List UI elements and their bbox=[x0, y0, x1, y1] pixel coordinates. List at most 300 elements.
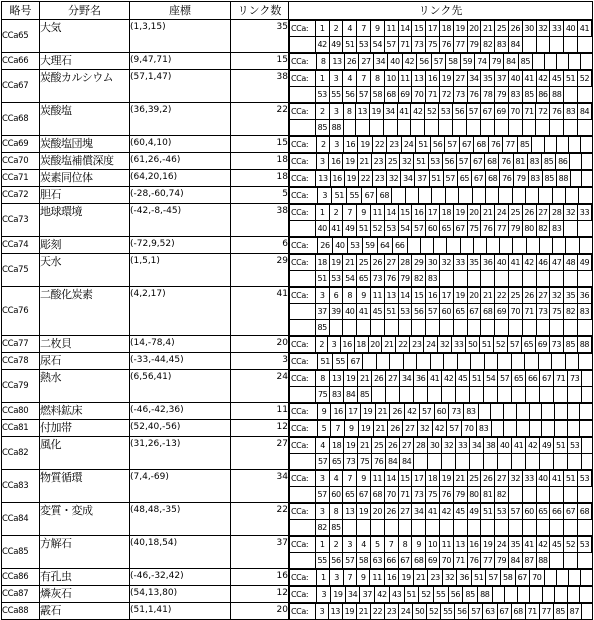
link-empty-cell bbox=[566, 238, 579, 254]
link-number: 71 bbox=[453, 553, 467, 569]
link-number: 24 bbox=[401, 137, 416, 153]
link-number: 13 bbox=[453, 537, 467, 553]
row-abbr: CCa65 bbox=[2, 20, 40, 53]
link-empty-cell bbox=[580, 570, 592, 586]
row-link-count: 22 bbox=[231, 503, 289, 536]
link-number: 57 bbox=[466, 104, 480, 120]
link-number: 34 bbox=[400, 371, 414, 387]
row-link-targets bbox=[289, 254, 593, 287]
link-number: 85 bbox=[329, 520, 343, 536]
link-number: 51 bbox=[429, 171, 443, 187]
link-number: 16 bbox=[330, 171, 344, 187]
link-line bbox=[290, 87, 592, 103]
link-empty-cell bbox=[522, 271, 536, 287]
link-empty-cell bbox=[420, 238, 433, 254]
link-number: 7 bbox=[384, 537, 398, 553]
link-prefix: CCa: bbox=[290, 337, 316, 353]
link-empty-cell bbox=[363, 354, 377, 370]
row-field-name: 熱水 bbox=[40, 370, 130, 403]
link-number: 26 bbox=[522, 205, 536, 221]
link-number: 11 bbox=[384, 21, 398, 37]
link-number: 76 bbox=[467, 553, 481, 569]
link-number: 8 bbox=[370, 71, 384, 87]
link-number: 7 bbox=[343, 205, 357, 221]
link-empty-cell bbox=[536, 37, 550, 53]
row-link-count: 11 bbox=[231, 403, 289, 420]
link-number: 73 bbox=[370, 271, 384, 287]
link-number: 75 bbox=[550, 304, 564, 320]
link-number: 32 bbox=[442, 438, 456, 454]
link-number: 14 bbox=[384, 205, 398, 221]
link-number: 85 bbox=[358, 387, 372, 403]
link-number: 34 bbox=[412, 504, 426, 520]
link-number: 41 bbox=[522, 71, 536, 87]
link-empty-cell bbox=[564, 520, 578, 536]
link-line bbox=[290, 21, 592, 37]
link-number: 65 bbox=[357, 271, 371, 287]
link-number: 57 bbox=[447, 421, 462, 437]
link-empty-cell bbox=[417, 354, 431, 370]
link-number: 88 bbox=[556, 171, 570, 187]
link-empty-cell bbox=[516, 421, 529, 437]
link-number: 34 bbox=[470, 438, 484, 454]
link-line bbox=[290, 454, 593, 470]
link-empty-cell bbox=[480, 120, 494, 136]
link-table-container bbox=[1, 1, 593, 620]
row-link-targets bbox=[289, 103, 593, 136]
link-prefix: CCa: bbox=[290, 421, 318, 437]
link-line bbox=[290, 553, 592, 569]
link-number: 16 bbox=[331, 404, 346, 420]
row-field-name: 炭酸塩団塊 bbox=[40, 136, 130, 153]
row-coordinates: (-42,-8,-45) bbox=[130, 204, 231, 237]
link-empty-cell bbox=[552, 188, 565, 204]
link-number: 67 bbox=[540, 371, 554, 387]
row-field-name: 炭酸塩補償深度 bbox=[40, 153, 130, 170]
link-empty-cell bbox=[568, 54, 580, 70]
link-number: 28 bbox=[414, 438, 428, 454]
link-empty-cell bbox=[582, 371, 592, 387]
link-number: 58 bbox=[500, 570, 515, 586]
row-field-name: 燃料鉱床 bbox=[40, 403, 130, 420]
link-number: 9 bbox=[357, 471, 371, 487]
link-number: 36 bbox=[577, 288, 591, 304]
link-number: 15 bbox=[398, 205, 412, 221]
link-empty-cell bbox=[329, 320, 343, 336]
table-row bbox=[2, 254, 593, 287]
link-empty-cell bbox=[343, 120, 355, 136]
link-number: 79 bbox=[489, 54, 503, 70]
link-number: 75 bbox=[426, 487, 440, 503]
link-empty-cell bbox=[439, 271, 453, 287]
link-number: 77 bbox=[481, 553, 495, 569]
link-empty-cell bbox=[550, 487, 564, 503]
table-row bbox=[2, 603, 593, 620]
link-number: 25 bbox=[357, 255, 371, 271]
link-number: 72 bbox=[536, 104, 550, 120]
row-link-targets bbox=[289, 403, 593, 420]
link-empty-cell bbox=[536, 320, 550, 336]
table-row bbox=[2, 336, 593, 353]
row-link-count: 38 bbox=[231, 204, 289, 237]
link-empty-cell bbox=[456, 387, 470, 403]
link-number: 22 bbox=[358, 171, 372, 187]
row-coordinates: (1,5,1) bbox=[130, 254, 231, 287]
link-number: 17 bbox=[426, 205, 440, 221]
row-field-name: 炭酸カルシウム bbox=[40, 70, 130, 103]
link-number: 75 bbox=[467, 221, 481, 237]
link-number: 71 bbox=[398, 487, 412, 503]
link-number: 27 bbox=[536, 205, 550, 221]
link-number: 11 bbox=[370, 471, 384, 487]
link-number: 21 bbox=[413, 570, 428, 586]
link-number: 57 bbox=[419, 404, 434, 420]
link-empty-cell bbox=[426, 520, 440, 536]
link-number: 85 bbox=[518, 54, 532, 70]
link-number: 39 bbox=[329, 304, 343, 320]
link-number: 68 bbox=[377, 188, 392, 204]
row-link-targets bbox=[289, 569, 593, 586]
link-number: 40 bbox=[388, 54, 402, 70]
link-number: 40 bbox=[498, 438, 512, 454]
link-number: 67 bbox=[471, 171, 485, 187]
link-empty-cell bbox=[453, 271, 467, 287]
link-empty-cell bbox=[439, 320, 453, 336]
link-number: 21 bbox=[358, 371, 372, 387]
link-number: 2 bbox=[329, 21, 343, 37]
link-line bbox=[290, 137, 593, 153]
link-empty-cell bbox=[580, 404, 592, 420]
link-empty-cell bbox=[536, 120, 550, 136]
link-line bbox=[290, 255, 592, 271]
row-link-count: 15 bbox=[231, 136, 289, 153]
link-number: 3 bbox=[316, 604, 328, 620]
link-number: 73 bbox=[536, 304, 550, 320]
link-empty-cell bbox=[568, 137, 580, 153]
row-field-name: 胆石 bbox=[40, 187, 130, 204]
link-number: 52 bbox=[564, 537, 578, 553]
link-number: 83 bbox=[577, 304, 591, 320]
link-number: 71 bbox=[398, 37, 412, 53]
header-abbr: 略号 bbox=[2, 2, 40, 20]
row-link-targets bbox=[289, 336, 593, 353]
link-number: 81 bbox=[513, 154, 527, 170]
link-empty-cell bbox=[412, 320, 426, 336]
row-abbr: CCa85 bbox=[2, 536, 40, 569]
link-number: 65 bbox=[521, 337, 535, 353]
link-number: 84 bbox=[386, 454, 400, 470]
link-number: 14 bbox=[384, 471, 398, 487]
link-empty-cell bbox=[432, 188, 445, 204]
link-number: 68 bbox=[412, 553, 426, 569]
link-number: 50 bbox=[413, 604, 427, 620]
table-row bbox=[2, 170, 593, 187]
link-number: 25 bbox=[508, 288, 522, 304]
link-number: 3 bbox=[343, 537, 357, 553]
link-grid bbox=[289, 254, 592, 286]
link-number: 40 bbox=[536, 471, 550, 487]
link-number: 82 bbox=[564, 304, 578, 320]
link-empty-cell bbox=[564, 221, 578, 237]
link-number: 33 bbox=[456, 438, 470, 454]
row-field-name: 付加帯 bbox=[40, 420, 130, 437]
link-empty-cell bbox=[554, 421, 567, 437]
link-number: 79 bbox=[398, 271, 412, 287]
link-number: 52 bbox=[494, 337, 508, 353]
link-empty-cell bbox=[570, 171, 581, 187]
link-number: 82 bbox=[315, 520, 329, 536]
link-prefix: CCa: bbox=[290, 404, 318, 420]
link-empty-cell bbox=[522, 487, 536, 503]
link-empty-cell bbox=[383, 120, 397, 136]
link-number: 67 bbox=[480, 104, 494, 120]
link-grid bbox=[289, 420, 592, 436]
link-prefix: CCa: bbox=[290, 238, 318, 254]
link-empty-cell bbox=[556, 570, 568, 586]
link-number: 9 bbox=[412, 537, 426, 553]
link-empty-cell bbox=[578, 120, 592, 136]
table-row bbox=[2, 136, 593, 153]
link-number: 42 bbox=[411, 104, 425, 120]
link-empty-cell bbox=[517, 587, 530, 603]
link-empty-cell bbox=[536, 487, 550, 503]
link-empty-cell bbox=[568, 570, 580, 586]
link-empty-cell bbox=[466, 120, 480, 136]
link-number: 21 bbox=[481, 205, 495, 221]
link-line bbox=[290, 37, 592, 53]
link-empty-cell bbox=[495, 320, 509, 336]
link-number: 19 bbox=[357, 504, 371, 520]
link-empty-cell bbox=[430, 354, 444, 370]
link-number: 22 bbox=[370, 604, 384, 620]
link-empty-cell bbox=[556, 54, 568, 70]
link-number: 82 bbox=[536, 221, 550, 237]
link-number: 26 bbox=[372, 371, 386, 387]
link-number: 83 bbox=[426, 271, 440, 287]
link-grid bbox=[289, 437, 592, 469]
row-link-targets bbox=[289, 20, 593, 53]
link-number: 7 bbox=[343, 471, 357, 487]
link-number: 14 bbox=[398, 288, 412, 304]
link-number: 77 bbox=[495, 221, 509, 237]
row-coordinates: (64,20,16) bbox=[130, 170, 231, 187]
row-link-targets bbox=[289, 153, 593, 170]
link-empty-cell bbox=[536, 520, 550, 536]
link-line bbox=[290, 438, 593, 454]
link-number: 67 bbox=[398, 553, 412, 569]
link-number: 16 bbox=[412, 205, 426, 221]
link-number: 34 bbox=[383, 104, 397, 120]
link-number: 52 bbox=[427, 604, 441, 620]
link-line bbox=[290, 387, 593, 403]
row-abbr: CCa72 bbox=[2, 187, 40, 204]
link-prefix: CCa: bbox=[290, 21, 316, 37]
link-number: 4 bbox=[357, 537, 371, 553]
link-number: 76 bbox=[384, 271, 398, 287]
link-empty-cell bbox=[564, 120, 578, 136]
link-number: 77 bbox=[503, 137, 518, 153]
link-number: 11 bbox=[370, 288, 384, 304]
link-prefix bbox=[290, 37, 316, 53]
link-prefix bbox=[290, 87, 316, 103]
link-grid bbox=[289, 20, 592, 52]
link-number: 13 bbox=[343, 504, 357, 520]
row-link-count: 12 bbox=[231, 420, 289, 437]
link-line bbox=[290, 371, 593, 387]
link-empty-cell bbox=[407, 238, 420, 254]
link-number: 13 bbox=[330, 54, 344, 70]
link-empty-cell bbox=[526, 238, 539, 254]
link-empty-cell bbox=[508, 487, 522, 503]
link-number: 57 bbox=[498, 371, 512, 387]
link-empty-cell bbox=[414, 454, 428, 470]
link-empty-cell bbox=[522, 120, 536, 136]
link-number: 73 bbox=[412, 37, 426, 53]
row-abbr: CCa87 bbox=[2, 586, 40, 603]
link-empty-cell bbox=[457, 354, 471, 370]
link-empty-cell bbox=[580, 54, 592, 70]
link-table bbox=[1, 1, 593, 620]
table-row bbox=[2, 536, 593, 569]
link-empty-cell bbox=[512, 454, 526, 470]
link-number: 26 bbox=[370, 255, 384, 271]
row-coordinates: (-46,-32,42) bbox=[130, 569, 231, 586]
link-empty-cell bbox=[508, 520, 522, 536]
link-number: 73 bbox=[449, 404, 464, 420]
link-number: 45 bbox=[456, 371, 470, 387]
link-number: 65 bbox=[439, 221, 453, 237]
link-number: 32 bbox=[550, 288, 564, 304]
link-number: 9 bbox=[357, 205, 371, 221]
link-number: 3 bbox=[315, 471, 329, 487]
link-number: 16 bbox=[384, 570, 399, 586]
link-empty-cell bbox=[439, 120, 453, 136]
link-grid bbox=[289, 403, 592, 419]
link-number: 55 bbox=[315, 553, 329, 569]
link-empty-cell bbox=[484, 454, 498, 470]
link-number: 3 bbox=[330, 570, 343, 586]
link-number: 57 bbox=[357, 87, 371, 103]
link-empty-cell bbox=[581, 604, 592, 620]
link-number: 33 bbox=[550, 21, 564, 37]
link-number: 35 bbox=[508, 537, 522, 553]
link-number: 22 bbox=[396, 337, 410, 353]
table-row bbox=[2, 53, 593, 70]
link-number: 59 bbox=[460, 54, 474, 70]
link-number: 1 bbox=[315, 71, 329, 87]
link-number: 83 bbox=[330, 387, 344, 403]
link-empty-cell bbox=[577, 271, 591, 287]
link-number: 3 bbox=[315, 288, 329, 304]
link-number: 52 bbox=[577, 71, 591, 87]
link-line bbox=[290, 337, 592, 353]
link-number: 60 bbox=[329, 487, 343, 503]
link-number: 26 bbox=[344, 54, 358, 70]
link-empty-cell bbox=[565, 354, 579, 370]
link-empty-cell bbox=[369, 120, 383, 136]
link-number: 84 bbox=[344, 387, 358, 403]
link-number: 27 bbox=[536, 288, 550, 304]
link-empty-cell bbox=[485, 188, 498, 204]
link-number: 63 bbox=[483, 604, 497, 620]
table-row bbox=[2, 420, 593, 437]
link-empty-cell bbox=[564, 320, 578, 336]
link-line bbox=[290, 154, 593, 170]
link-number: 42 bbox=[536, 71, 550, 87]
link-number: 53 bbox=[329, 271, 343, 287]
row-link-count: 20 bbox=[231, 603, 289, 620]
row-field-name: 風化 bbox=[40, 437, 130, 470]
link-empty-cell bbox=[412, 520, 426, 536]
link-number: 66 bbox=[392, 238, 407, 254]
row-coordinates: (-28,-60,74) bbox=[130, 187, 231, 204]
link-number: 8 bbox=[398, 537, 412, 553]
row-link-targets bbox=[289, 53, 593, 70]
link-number: 42 bbox=[315, 37, 329, 53]
link-number: 26 bbox=[384, 504, 398, 520]
link-number: 9 bbox=[317, 404, 331, 420]
link-number: 26 bbox=[481, 471, 495, 487]
link-number: 4 bbox=[343, 71, 357, 87]
row-link-targets bbox=[289, 136, 593, 153]
link-number: 32 bbox=[442, 570, 457, 586]
link-empty-cell bbox=[481, 271, 495, 287]
link-prefix: CCa: bbox=[290, 171, 316, 187]
link-number: 67 bbox=[459, 137, 474, 153]
link-number: 51 bbox=[471, 570, 486, 586]
link-number: 67 bbox=[348, 354, 363, 370]
table-row bbox=[2, 470, 593, 503]
link-grid bbox=[289, 536, 592, 568]
row-coordinates: (-72,9,52) bbox=[130, 237, 231, 254]
link-line bbox=[290, 54, 593, 70]
link-number: 33 bbox=[453, 255, 467, 271]
link-empty-cell bbox=[491, 421, 504, 437]
link-number: 57 bbox=[343, 553, 357, 569]
table-row bbox=[2, 437, 593, 470]
link-prefix: CCa: bbox=[290, 205, 316, 221]
link-prefix: CCa: bbox=[290, 438, 316, 454]
link-number: 68 bbox=[474, 137, 489, 153]
link-empty-cell bbox=[536, 271, 550, 287]
link-number: 85 bbox=[542, 154, 556, 170]
link-number: 4 bbox=[343, 21, 357, 37]
link-number: 67 bbox=[362, 188, 377, 204]
link-grid bbox=[289, 603, 592, 619]
link-number: 27 bbox=[403, 421, 418, 437]
link-number: 65 bbox=[453, 304, 467, 320]
link-number: 86 bbox=[556, 154, 570, 170]
link-empty-cell bbox=[403, 354, 417, 370]
link-number: 81 bbox=[481, 487, 495, 503]
row-link-targets bbox=[289, 437, 593, 470]
row-field-name: 霰石 bbox=[40, 603, 130, 620]
link-number: 41 bbox=[550, 471, 564, 487]
link-number: 80 bbox=[467, 487, 481, 503]
link-number: 80 bbox=[522, 221, 536, 237]
link-empty-cell bbox=[579, 188, 592, 204]
link-empty-cell bbox=[542, 421, 555, 437]
link-prefix: CCa: bbox=[290, 354, 318, 370]
link-number: 57 bbox=[384, 37, 398, 53]
link-empty-cell bbox=[495, 271, 509, 287]
link-number: 83 bbox=[476, 421, 491, 437]
link-empty-cell bbox=[580, 587, 592, 603]
link-empty-cell bbox=[456, 454, 470, 470]
link-number: 53 bbox=[428, 154, 442, 170]
link-empty-cell bbox=[577, 37, 591, 53]
link-number: 19 bbox=[331, 587, 346, 603]
